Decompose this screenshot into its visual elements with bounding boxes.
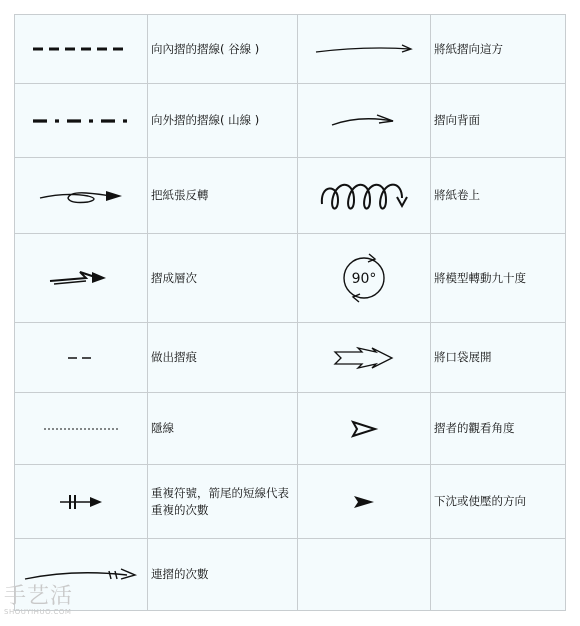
symbol-label: 向外摺的摺線( 山線 ): [148, 84, 298, 158]
empty-cell: [431, 539, 566, 611]
watermark-subtext: SHOUYIHUO.COM: [4, 608, 72, 616]
hollow-double-arrow-icon: [332, 346, 396, 370]
dashed-line-long-icon: [31, 44, 131, 54]
symbol-label: 將紙卷上: [431, 158, 566, 234]
symbol-label: 隱線: [148, 393, 298, 465]
symbol-cell: [15, 84, 148, 158]
rotate-90-icon: [339, 253, 389, 303]
zigzag-arrow-icon: [46, 266, 116, 290]
legend-row: [15, 539, 566, 611]
symbol-cell: [15, 15, 148, 84]
symbol-cell: [298, 15, 431, 84]
legend-row: [15, 84, 566, 158]
legend-row: [15, 158, 566, 234]
symbol-label: 把紙張反轉: [148, 158, 298, 234]
straight-arrow-icon: [314, 39, 414, 59]
symbol-cell: [15, 158, 148, 234]
short-dashes-icon: [66, 353, 96, 363]
symbol-label: 重複符號，箭尾的短線代表重複的次數: [148, 465, 298, 539]
solid-arrowhead-icon: [351, 494, 377, 510]
symbol-cell: [15, 393, 148, 465]
legend-row: [15, 393, 566, 465]
symbol-cell: [298, 158, 431, 234]
symbol-label: 做出摺痕: [148, 323, 298, 393]
legend-row: [15, 323, 566, 393]
symbol-cell: [298, 84, 431, 158]
repeat-arrow-icon: [56, 492, 106, 512]
symbol-label: 將紙摺向這方: [431, 15, 566, 84]
legend-row: [15, 465, 566, 539]
curved-arrow-half-head-icon: [329, 111, 399, 131]
symbol-cell: [298, 234, 431, 323]
symbol-label: 摺向背面: [431, 84, 566, 158]
symbol-cell: [298, 465, 431, 539]
dash-dot-line-icon: [31, 116, 131, 126]
legend-row: [15, 234, 566, 323]
symbol-cell: [15, 539, 148, 611]
symbol-cell: [298, 393, 431, 465]
empty-cell: [298, 539, 431, 611]
symbol-cell: [15, 465, 148, 539]
rotate-90-text: 90°: [351, 271, 377, 287]
repeated-fold-arrow-icon: [23, 563, 139, 587]
loop-arrow-icon: [36, 184, 126, 208]
symbol-label: 摺者的觀看角度: [431, 393, 566, 465]
hollow-triangle-icon: [349, 419, 379, 439]
legend-row: [15, 15, 566, 84]
coil-arrow-icon: [316, 174, 412, 218]
symbol-label: 將口袋展開: [431, 323, 566, 393]
symbol-cell: [298, 323, 431, 393]
symbol-label: 摺成層次: [148, 234, 298, 323]
symbol-cell: [15, 234, 148, 323]
watermark-text: 手艺活: [4, 584, 74, 609]
symbol-label: 連摺的次數: [148, 539, 298, 611]
dotted-line-icon: [43, 426, 119, 432]
symbol-label: 下沈或使壓的方向: [431, 465, 566, 539]
symbol-label: 向內摺的摺線( 谷線 ): [148, 15, 298, 84]
symbol-label: 將模型轉動九十度: [431, 234, 566, 323]
symbol-cell: [15, 323, 148, 393]
symbol-legend-table: [14, 14, 566, 611]
